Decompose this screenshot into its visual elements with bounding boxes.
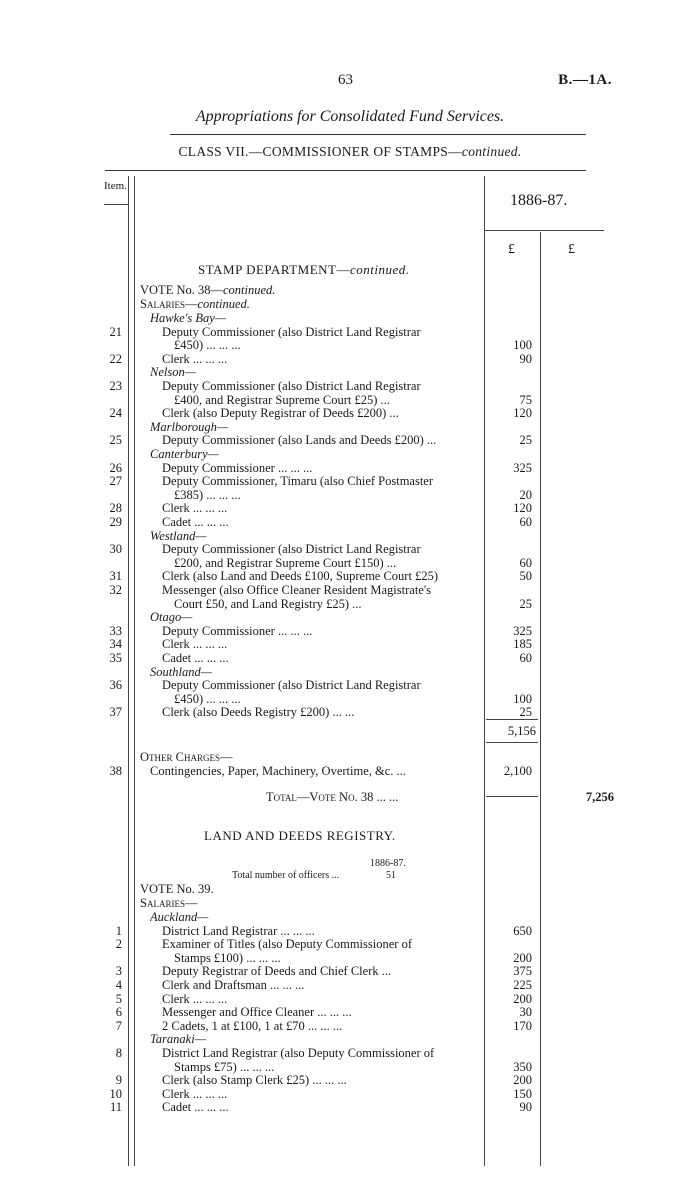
item-number: 4 bbox=[115, 978, 122, 992]
officers-count: 51 bbox=[386, 870, 396, 881]
item-amount: 200 bbox=[513, 950, 532, 965]
vote-38-continued: continued. bbox=[222, 283, 276, 297]
salaries-label: Salaries— bbox=[140, 297, 198, 311]
item-amount: 60 bbox=[519, 515, 532, 529]
item-description: Deputy Commissioner (also District Land Registrar bbox=[162, 542, 421, 557]
item-description: Otago— bbox=[150, 610, 193, 625]
item-description: Clerk ... ... ... bbox=[162, 1086, 228, 1101]
item-description: Deputy Commissioner (also Lands and Deeds £200) ... bbox=[162, 433, 437, 448]
item-number: 29 bbox=[109, 515, 122, 529]
item-description: Deputy Commissioner ... ... ... bbox=[162, 460, 313, 475]
item-number: 5 bbox=[115, 991, 122, 1006]
item-number: 22 bbox=[109, 351, 122, 366]
item-number: 28 bbox=[109, 501, 122, 516]
item-number: 36 bbox=[109, 678, 122, 693]
item-description: Clerk (also Deeds Registry £200) ... ... bbox=[162, 705, 355, 720]
item-description: Messenger and Office Cleaner ... ... ... bbox=[162, 1005, 352, 1020]
item-number: 25 bbox=[109, 433, 122, 448]
item-description: Clerk (also Stamp Clerk £25) ... ... ... bbox=[162, 1073, 347, 1088]
land-deeds-heading: LAND AND DEEDS REGISTRY. bbox=[204, 828, 396, 843]
item-description: Clerk (also Land and Deeds £100, Supreme Court £25) bbox=[162, 569, 438, 584]
item-description: Court £50, and Land Registry £25) ... bbox=[174, 596, 362, 611]
item-amount: 25 bbox=[519, 596, 532, 611]
item-number: 6 bbox=[115, 1005, 122, 1020]
currency-header-1: £ bbox=[508, 242, 515, 257]
class-title-continued: continued. bbox=[461, 144, 522, 159]
item-number: 23 bbox=[109, 379, 122, 393]
item-amount: 25 bbox=[519, 705, 532, 720]
officers-label: Total number of officers ... bbox=[232, 870, 340, 881]
item-description: Hawke's Bay— bbox=[150, 311, 226, 325]
vote-38-total-amount: 7,256 bbox=[585, 790, 614, 804]
item-description: 2 Cadets, 1 at £100, 1 at £70 ... ... ... bbox=[162, 1018, 343, 1033]
subtotal-rule bbox=[486, 719, 538, 720]
salaries-continued: continued. bbox=[197, 297, 250, 311]
item-number: 26 bbox=[109, 460, 122, 475]
item-number: 33 bbox=[109, 623, 122, 638]
class-rule bbox=[105, 170, 586, 171]
item-description: £400, and Registrar Supreme Court £25) ... bbox=[174, 392, 390, 407]
item-description: Clerk ... ... ... bbox=[162, 637, 228, 652]
stamp-heading-main: STAMP DEPARTMENT— bbox=[198, 262, 350, 277]
item-amount: 170 bbox=[513, 1018, 532, 1033]
item-description: £385) ... ... ... bbox=[174, 487, 241, 502]
item-amount: 225 bbox=[513, 978, 532, 992]
item-description: Clerk ... ... ... bbox=[162, 991, 228, 1006]
item-number: 31 bbox=[109, 569, 122, 584]
other-charges-heading: Other Charges— bbox=[140, 750, 233, 764]
item-number: 10 bbox=[109, 1086, 122, 1101]
item-number: 7 bbox=[115, 1018, 122, 1033]
currency-header-2: £ bbox=[568, 242, 575, 257]
item-description: Canterbury— bbox=[150, 447, 219, 461]
item-description: £450) ... ... ... bbox=[174, 338, 241, 353]
item-number: 8 bbox=[115, 1046, 122, 1060]
table-row bbox=[0, 764, 700, 779]
item-description: Cadet ... ... ... bbox=[162, 651, 229, 665]
table-row bbox=[0, 705, 700, 720]
vote-38-label: VOTE No. 38— bbox=[140, 283, 223, 297]
item-description: Stamps £75) ... ... ... bbox=[174, 1059, 275, 1074]
item-number: 21 bbox=[109, 324, 122, 339]
item-amount: 325 bbox=[513, 460, 532, 475]
item-description: Contingencies, Paper, Machinery, Overtime, &c. ... bbox=[150, 764, 406, 778]
item-description: Messenger (also Office Cleaner Resident Magistrate's bbox=[162, 583, 431, 597]
item-number: 35 bbox=[109, 651, 122, 665]
item-amount: 120 bbox=[513, 406, 532, 421]
item-amount: 200 bbox=[513, 1073, 532, 1088]
item-amount: 100 bbox=[513, 691, 532, 706]
item-description: Deputy Registrar of Deeds and Chief Clerk ... bbox=[162, 964, 392, 979]
item-amount: 200 bbox=[513, 991, 532, 1006]
item-amount: 90 bbox=[519, 1100, 532, 1115]
item-description: Nelson— bbox=[150, 365, 196, 380]
item-amount: 650 bbox=[513, 923, 532, 938]
item-description: District Land Registrar ... ... ... bbox=[162, 923, 315, 938]
vote-38-heading bbox=[140, 283, 275, 298]
item-amount: 2,100 bbox=[503, 764, 532, 778]
item-number: 30 bbox=[109, 542, 122, 557]
item-description: Clerk (also Deputy Registrar of Deeds £200) ... bbox=[162, 406, 399, 421]
item-description: Clerk ... ... ... bbox=[162, 351, 228, 366]
item-description: Stamps £100) ... ... ... bbox=[174, 950, 281, 965]
item-description: Deputy Commissioner (also District Land Registrar bbox=[162, 379, 421, 393]
salaries-heading bbox=[140, 297, 250, 312]
subtotal-rule-bottom bbox=[486, 742, 538, 743]
item-amount: 185 bbox=[513, 637, 532, 652]
stamp-heading-continued: continued. bbox=[350, 262, 410, 277]
item-amount: 60 bbox=[519, 651, 532, 665]
item-amount: 90 bbox=[519, 351, 532, 366]
item-description: Examiner of Titles (also Deputy Commissioner of bbox=[162, 937, 412, 952]
item-amount: 350 bbox=[513, 1059, 532, 1074]
stamp-department-heading bbox=[198, 262, 410, 278]
item-amount: 75 bbox=[519, 392, 532, 407]
year-header-rule bbox=[484, 230, 604, 231]
item-number: 34 bbox=[109, 637, 122, 652]
item-amount: 120 bbox=[513, 501, 532, 516]
item-description: Deputy Commissioner (also District Land Registrar bbox=[162, 324, 421, 339]
item-number: 11 bbox=[109, 1100, 122, 1115]
item-description: Auckland— bbox=[150, 910, 209, 924]
title-rule bbox=[170, 134, 586, 135]
item-amount: 150 bbox=[513, 1086, 532, 1101]
item-amount: 25 bbox=[519, 433, 532, 448]
class-title bbox=[0, 144, 700, 160]
item-amount: 50 bbox=[519, 569, 532, 584]
item-amount: 60 bbox=[519, 555, 532, 570]
item-description: Clerk and Draftsman ... ... ... bbox=[162, 978, 305, 992]
item-amount: 325 bbox=[513, 623, 532, 638]
officers-year: 1886-87. bbox=[370, 858, 406, 869]
item-number: 37 bbox=[109, 705, 122, 720]
item-number: 38 bbox=[109, 764, 122, 778]
item-header-rule bbox=[104, 204, 128, 205]
item-description: Cadet ... ... ... bbox=[162, 515, 229, 529]
item-description: Southland— bbox=[150, 664, 212, 679]
item-description: District Land Registrar (also Deputy Commissioner of bbox=[162, 1046, 435, 1060]
item-number: 1 bbox=[115, 923, 122, 938]
item-description: Deputy Commissioner, Timaru (also Chief Postmaster bbox=[162, 474, 434, 489]
item-number: 32 bbox=[109, 583, 122, 597]
item-number: 2 bbox=[115, 937, 122, 952]
item-amount: 30 bbox=[519, 1005, 532, 1020]
page-title: Appropriations for Consolidated Fund Services. bbox=[195, 108, 505, 125]
item-description: £200, and Registrar Supreme Court £150) ... bbox=[174, 555, 397, 570]
total-rule bbox=[486, 796, 538, 797]
page-number: 63 bbox=[338, 72, 353, 88]
item-number: 3 bbox=[115, 964, 122, 979]
class-title-main: CLASS VII.—COMMISSIONER OF STAMPS— bbox=[178, 144, 462, 159]
item-amount: 20 bbox=[519, 487, 532, 502]
table-row bbox=[0, 1100, 700, 1115]
document-reference: B.—1A. bbox=[558, 72, 612, 88]
item-column-header: Item. bbox=[104, 180, 127, 192]
item-description: Westland— bbox=[150, 528, 207, 543]
item-description: Deputy Commissioner (also District Land Registrar bbox=[162, 678, 421, 693]
item-number: 9 bbox=[115, 1073, 122, 1088]
vote-38-total-label: Total—Vote No. 38 ... ... bbox=[266, 790, 399, 804]
land-salaries-heading: Salaries— bbox=[140, 896, 198, 910]
item-amount: 100 bbox=[513, 338, 532, 353]
item-number: 27 bbox=[109, 474, 122, 489]
vote-39-heading: VOTE No. 39. bbox=[140, 882, 214, 896]
item-amount: 375 bbox=[513, 964, 532, 979]
item-description: £450) ... ... ... bbox=[174, 691, 241, 706]
item-description: Deputy Commissioner ... ... ... bbox=[162, 623, 313, 638]
item-description: Taranaki— bbox=[150, 1032, 206, 1047]
item-description: Clerk ... ... ... bbox=[162, 501, 228, 516]
year-column-header: 1886-87. bbox=[510, 192, 568, 209]
item-number: 24 bbox=[109, 406, 122, 421]
item-description: Marlborough— bbox=[150, 419, 229, 434]
item-description: Cadet ... ... ... bbox=[162, 1100, 229, 1115]
stamp-subtotal: 5,156 bbox=[507, 724, 536, 738]
